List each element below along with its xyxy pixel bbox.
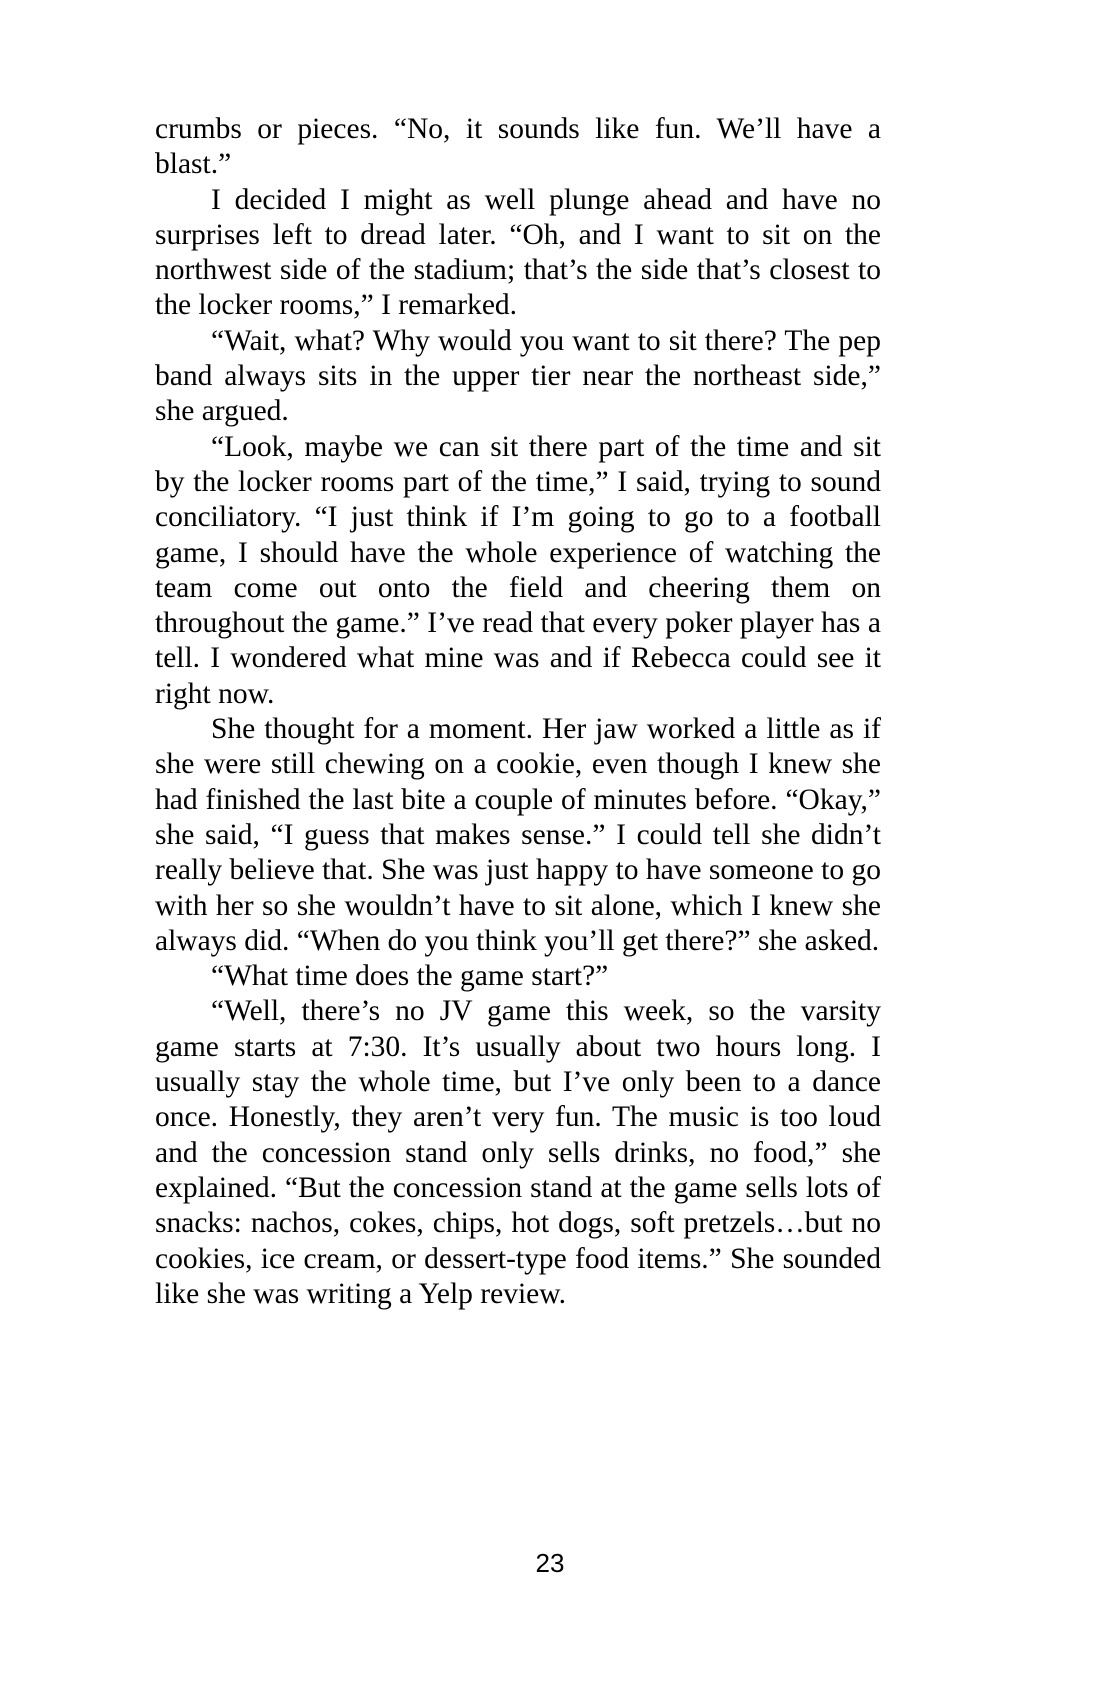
body-text-column (155, 112, 881, 1312)
paragraph: I decided I might as well plunge ahead and have no surprises left to dread later. “Oh, and I want to sit on the northwest side of the stadium; that’s the side that’s closest to the locker rooms,” I remarked. (155, 183, 881, 322)
paragraph: She thought for a moment. Her jaw worked a little as if she were still chewing on a cookie, even though I knew she had finished the last bite a couple of minutes before. “Okay,” she said, “I guess that makes sense.” I could tell she didn’t really believe that. She was just happy to have someone to go with her so she wouldn’t have to sit alone, which I knew she always did. “When do you think you’ll get there?” she asked. (155, 713, 881, 957)
paragraph: “What time does the game start?” (211, 960, 609, 993)
page-number: 23 (535, 1548, 565, 1578)
paragraph: “Look, maybe we can sit there part of the time and sit by the locker rooms part of the time,” I said, trying to sound conciliatory. “I just think if I’m going to go to a football game, I should have the whole experience of watching the team come out onto the field and cheering them on throughout the game.” I’ve read that every poker player has a tell. I wondered what mine was and if Rebecca could see it right now. (155, 430, 881, 710)
paragraph: “Well, there’s no JV game this week, so the varsity game starts at 7:30. It’s usually about two hours long. I usually stay the whole time, but I’ve only been to a dance once. Honestly, they aren’t very fun. The music is too loud and the concession stand only sells drinks, no food,” she explained. “But the concession stand at the game sells lots of snacks: nachos, cokes, chips, hot dogs, soft pretzels…but no cookies, ice cream, or dessert-type food items.” She sounded like she was writing a Yelp review. (155, 995, 881, 1310)
paragraph: crumbs or pieces. “No, it sounds like fun. We’ll have a blast.” (155, 113, 881, 181)
paragraph: “Wait, what? Why would you want to sit there? The pep band always sits in the upper tier near the northeast side,” she argued. (155, 324, 881, 428)
